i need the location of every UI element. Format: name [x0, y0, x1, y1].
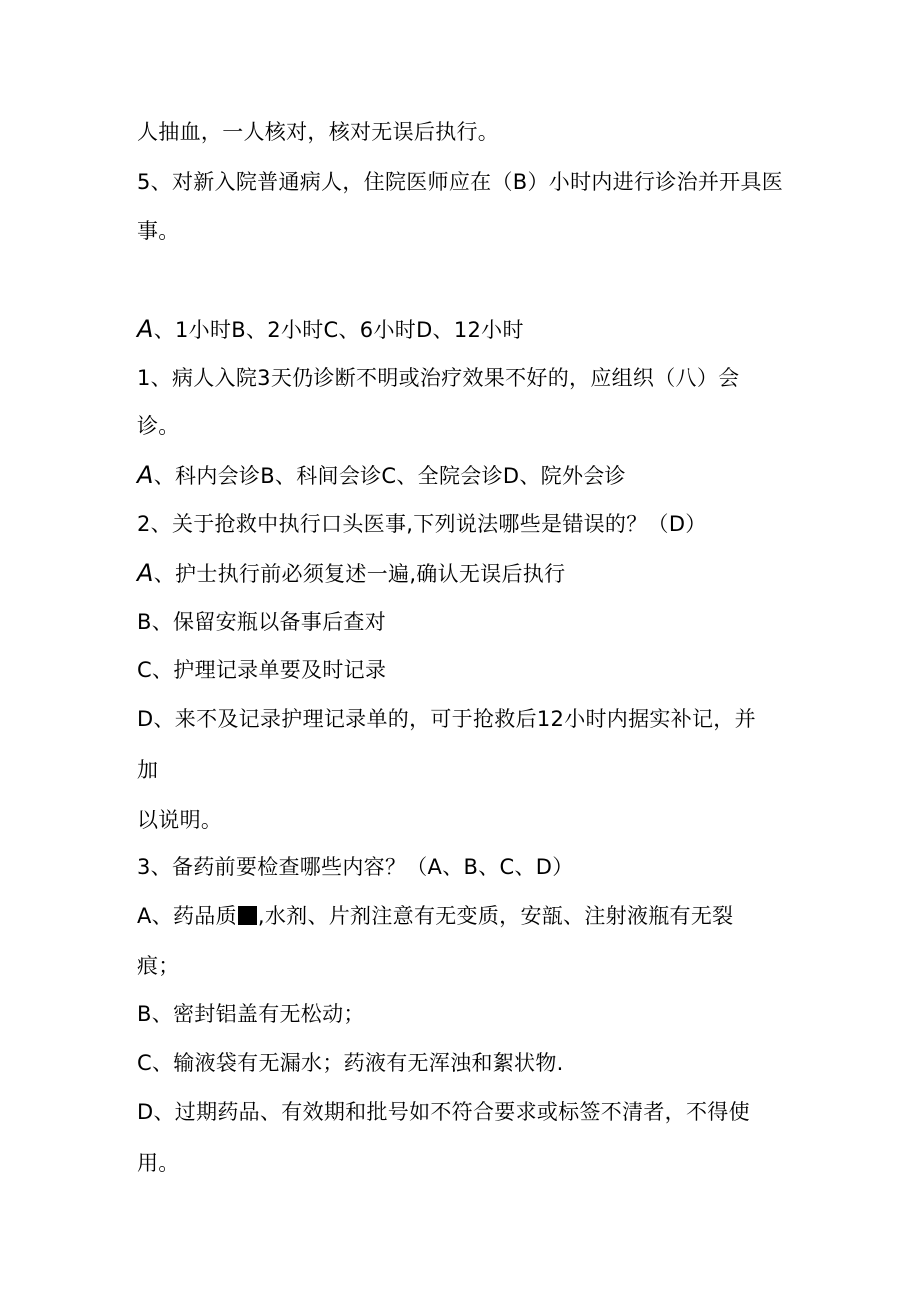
question-2: 2、关于抢救中执行口头医事,下列说法哪些是错误的？（D）	[137, 512, 707, 536]
option-text: A、药品质	[137, 904, 237, 928]
option-a-label: A	[137, 315, 154, 343]
text-line: 痕；	[137, 954, 180, 978]
question-5: 5、对新入院普通病人，住院医师应在（B）小时内进行诊治并开具医	[137, 170, 784, 194]
option-text: 、护士执行前必须复述一遍,确认无误后执行	[153, 562, 566, 586]
question-5-options	[137, 315, 524, 344]
question-2-option-d: D、来不及记录护理记录单的，可于抢救后12小时内据实补记，并	[137, 707, 756, 731]
option-a-label: A	[137, 559, 154, 587]
question-2-option-a	[137, 559, 565, 588]
text-line: 人抽血，一人核对，核对无误后执行。	[137, 120, 500, 144]
text-line: 用。	[137, 1151, 180, 1175]
question-1-options	[137, 461, 626, 490]
question-2-option-b: B、保留安瓶以备事后查对	[137, 610, 387, 634]
option-text-continued: ,水剂、片剂注意有无变质，安瓿、注射液瓶有无裂	[257, 904, 734, 928]
redaction-block	[238, 906, 257, 925]
question-1: 1、病人入院3天仍诊断不明或治疗效果不好的，应组织（八）会	[137, 366, 740, 390]
question-3-option-c: C、输液袋有无漏水；药液有无浑浊和絮状物.	[137, 1051, 564, 1075]
question-3-option-a	[137, 902, 733, 930]
text-line: 诊。	[137, 414, 180, 438]
question-2-option-c: C、护理记录单要及时记录	[137, 658, 387, 682]
question-3-option-d: D、过期药品、有效期和批号如不符合要求或标签不清者，不得使	[137, 1100, 750, 1124]
option-text: 、科内会诊B、科间会诊C、全院会诊D、院外会诊	[153, 464, 626, 488]
option-text: 、1小时B、2小时C、6小时D、12小时	[153, 318, 524, 342]
question-3: 3、备药前要检查哪些内容？（A、B、C、D）	[137, 855, 574, 879]
question-3-option-b: B、密封铝盖有无松动；	[137, 1002, 365, 1026]
text-line: 加	[137, 758, 159, 782]
text-line: 事。	[137, 219, 180, 243]
text-line: 以说明。	[137, 808, 223, 832]
option-a-label: A	[137, 461, 154, 489]
